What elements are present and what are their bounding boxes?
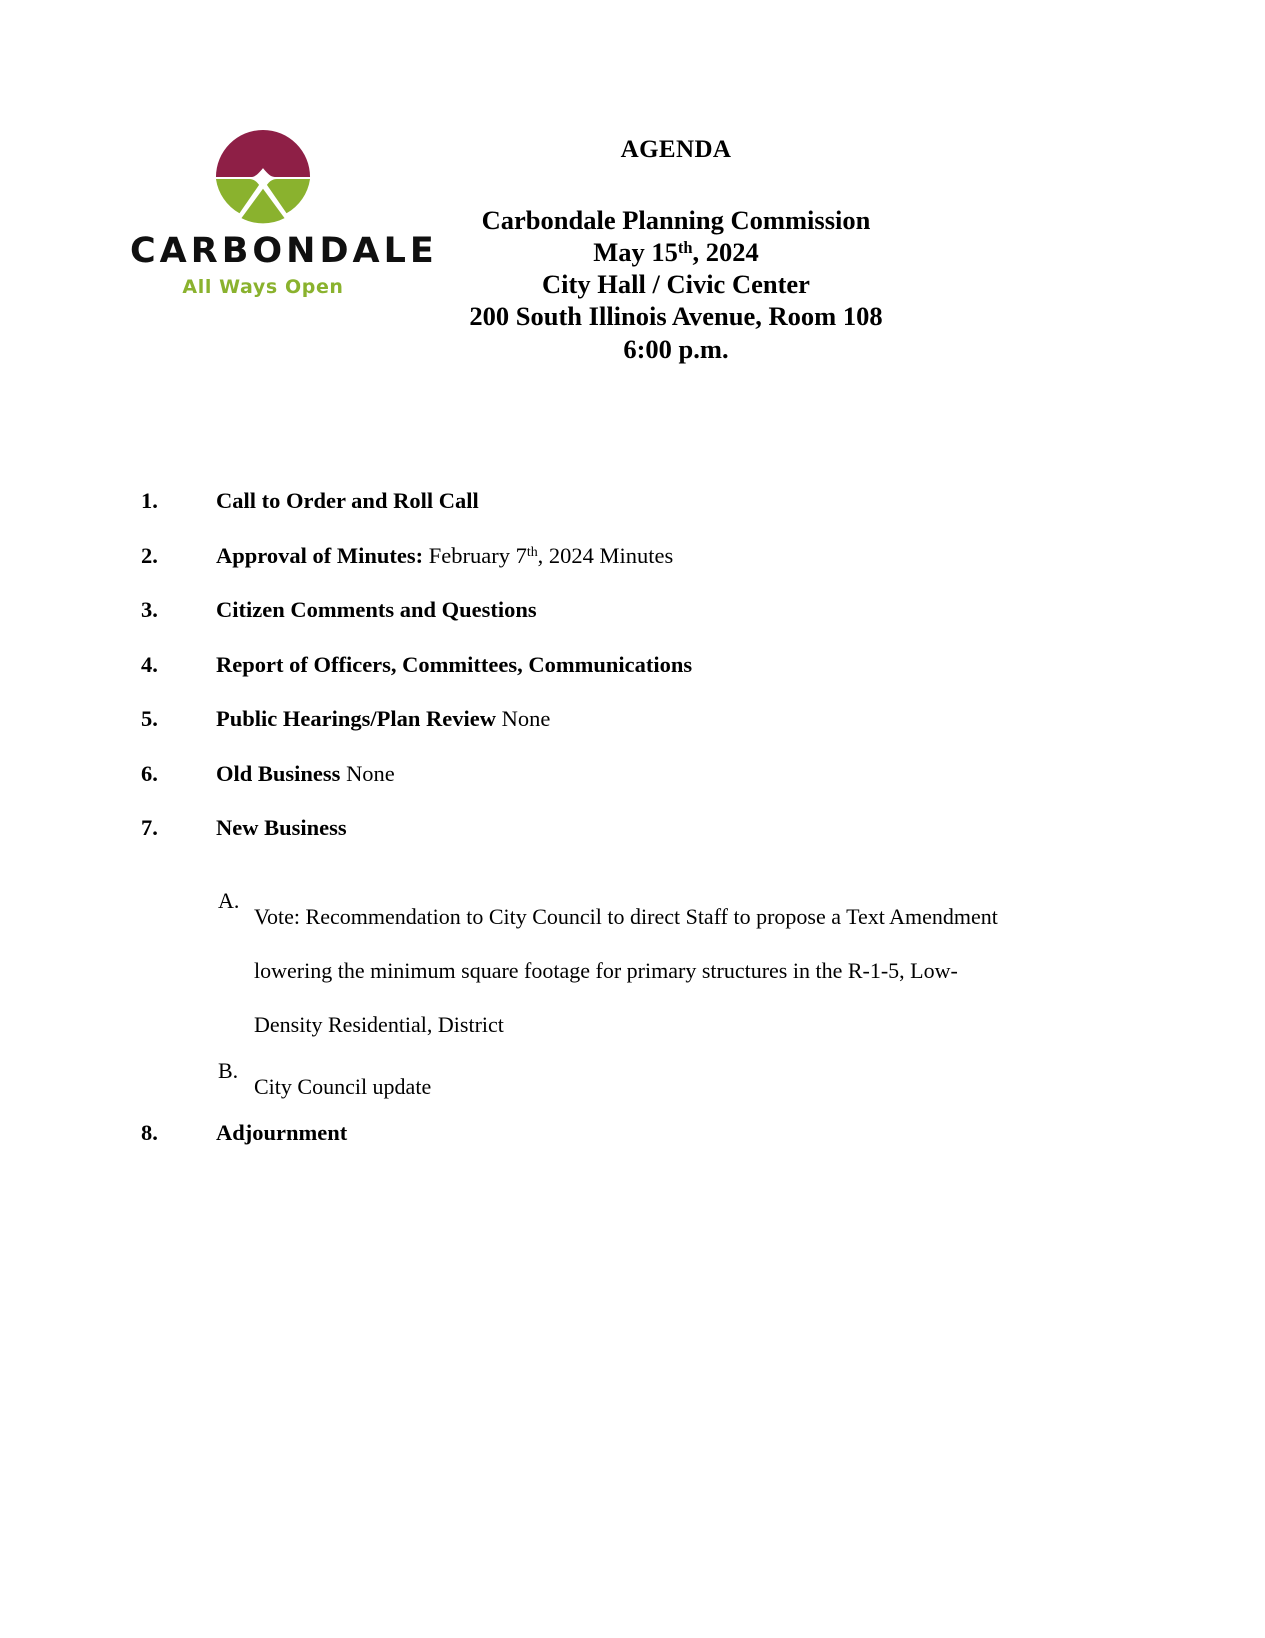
page-title: AGENDA (620, 136, 732, 163)
meeting-time: 6:00 p.m. (623, 333, 729, 364)
agenda-subitem-b (0, 1057, 1265, 1114)
meeting-date-year: 2024 (705, 236, 759, 267)
meeting-address: 200 South Illinois Avenue, Room 108 (469, 301, 883, 332)
agenda-item-2-body (216, 543, 673, 568)
agenda-item-4-label: Report of Officers, Committees, Communications (216, 651, 693, 677)
agenda-item-4-number: 4. (141, 651, 158, 677)
agenda-item-1 (0, 490, 1265, 545)
agenda-subitem-a-line2: lowering the minimum square footage for primary structures in the R-1-5, Low- (254, 957, 958, 983)
agenda-item-8-label: Adjournment (216, 1119, 348, 1145)
agenda-subitem-b-letter: B. (218, 1057, 239, 1083)
agenda-item-2 (0, 542, 1265, 600)
agenda-item-6-label: Old Business (216, 760, 341, 786)
agenda-item-6-suffix: None (340, 760, 395, 786)
meeting-date: May 15th, 2024 (593, 236, 759, 267)
agenda-item-7-body (216, 815, 347, 840)
agenda-item-2-suffix-pre: February 7 (423, 542, 527, 568)
agenda-item-1-label: Call to Order and Roll Call (216, 488, 479, 513)
agenda-item-7 (0, 817, 1265, 872)
agenda-subitem-a (0, 887, 1265, 1052)
agenda-item-7-subitems (0, 887, 1265, 1114)
agenda-item-2-number: 2. (141, 542, 158, 568)
agenda-subitem-a-line3: Density Residential, District (254, 1011, 504, 1037)
agenda-subitem-a-text (254, 890, 1082, 1052)
agenda-item-8 (0, 1119, 1265, 1177)
logo-tagline: All Ways Open (182, 276, 344, 298)
meeting-body-name: Carbondale Planning Commission (481, 204, 871, 235)
agenda-item-2-suffix-post: , 2024 Minutes (537, 542, 674, 568)
meeting-venue: City Hall / Civic Center (542, 269, 810, 300)
logo-wordmark: CARBONDALE (130, 231, 438, 271)
title-block (398, 136, 954, 365)
agenda-item-6 (0, 760, 1265, 818)
agenda-item-3-number: 3. (141, 597, 158, 622)
agenda-item-3-body (216, 597, 537, 622)
carbondale-sunrise-circle-logo-icon (214, 128, 312, 226)
agenda-item-4-body (216, 652, 692, 677)
agenda-item-2-suffix-ordinal: th (526, 544, 538, 560)
agenda-item-8-number: 8. (141, 1119, 158, 1145)
meeting-date-ordinal: th (677, 237, 693, 257)
agenda-item-3 (0, 599, 1265, 654)
agenda-subitem-a-letter: A. (218, 887, 240, 913)
agenda-subitem-b-text (254, 1060, 1082, 1114)
agenda-item-1-number: 1. (141, 488, 158, 513)
agenda-item-5-body (216, 706, 550, 731)
agenda-item-6-number: 6. (141, 760, 158, 786)
agenda-item-4 (0, 651, 1265, 709)
agenda-item-5-number: 5. (141, 706, 158, 731)
agenda-item-7-label: New Business (216, 815, 347, 840)
agenda-item-6-body (216, 761, 395, 786)
agenda-item-1-body (216, 488, 479, 513)
agenda-item-5 (0, 708, 1265, 763)
agenda-list (0, 490, 1265, 1176)
agenda-item-7-number: 7. (141, 815, 158, 840)
agenda-item-2-label: Approval of Minutes: (216, 542, 424, 568)
document-header (0, 118, 1265, 378)
meeting-details (398, 204, 954, 366)
agenda-item-5-label: Public Hearings/Plan Review (216, 706, 496, 731)
agenda-subitem-b-line1: City Council update (254, 1073, 432, 1099)
agenda-item-5-suffix: None (496, 706, 551, 731)
agenda-item-3-label: Citizen Comments and Questions (216, 597, 537, 622)
city-logo (128, 128, 438, 298)
agenda-item-8-body (216, 1120, 347, 1145)
meeting-date-month: May (593, 236, 645, 267)
agenda-subitem-a-line1: Vote: Recommendation to City Council to direct Staff to propose a Text Amendment (254, 903, 998, 929)
meeting-date-day: 15 (651, 236, 678, 267)
